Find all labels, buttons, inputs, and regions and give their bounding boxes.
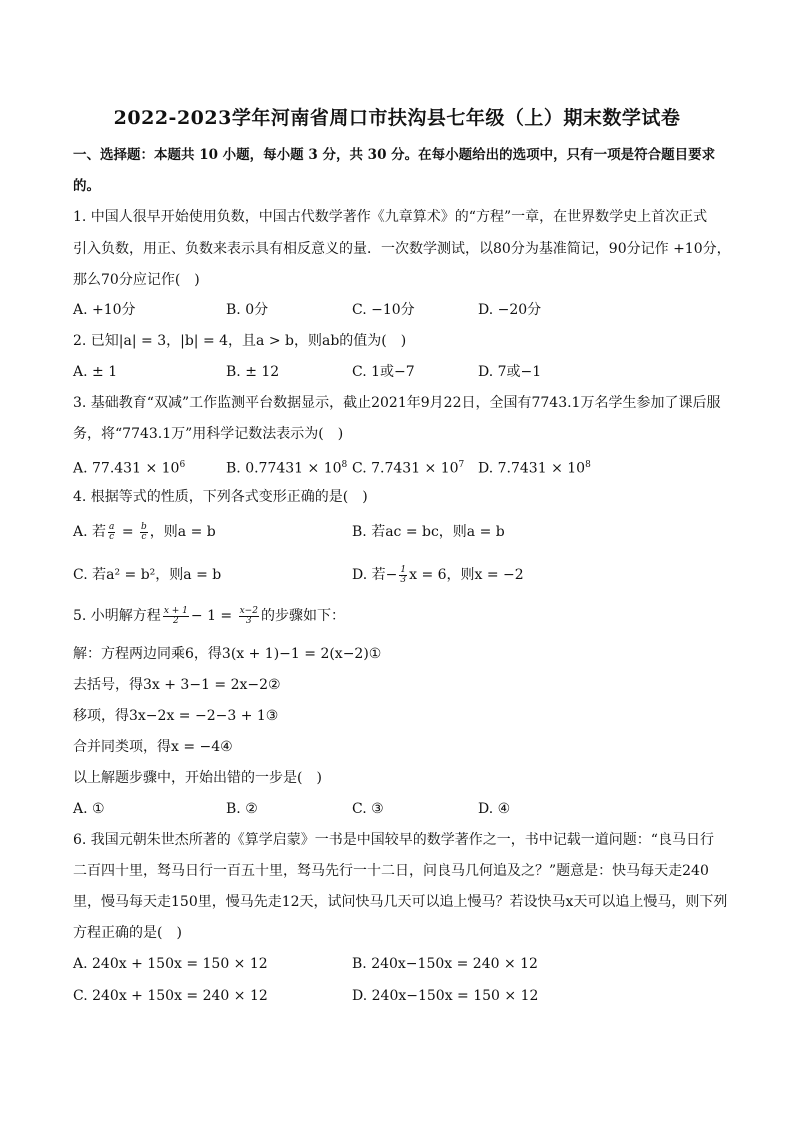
q3-text: 3. 基础教育“双减”工作监测平台数据显示，截止2021年9月22日，全国有7743.1万名学生参加了课后服 <box>73 395 721 411</box>
page-title: 2022-2023学年河南省周口市扶沟县七年级（上）期末数学试卷 <box>113 107 681 129</box>
q4-option-d: D. 若− $\frac{1}{3}$ x = 6，则x = −2 <box>352 564 524 585</box>
q4-text: 4. 根据等式的性质，下列各式变形正确的是( ) <box>73 489 368 505</box>
q6-text: 6. 我国元朝朱世杰所著的《算学启蒙》一书是中国较早的数学著作之一，书中记载一道问题：“良马日行 <box>73 832 714 848</box>
q2-option-d: D. 7或−1 <box>478 364 542 380</box>
q3-option-b: B. $0.77431 \times 10^8$ <box>226 460 348 477</box>
q6-option-b: B. 240x−150x = 240 × 12 <box>352 956 538 972</box>
q4-option-b: B. 若ac = bc，则a = b <box>352 524 505 540</box>
q5-question: 以上解题步骤中，开始出错的一步是( ) <box>73 770 322 786</box>
q6-option-d: D. 240x−150x = 150 × 12 <box>352 988 539 1004</box>
fraction: $\frac{x-2}{3}$ <box>239 605 258 626</box>
q2-option-c: C. 1或−7 <box>352 364 415 380</box>
q5-option-d: D. ④ <box>478 801 511 817</box>
q5-option-b: B. ② <box>226 801 258 817</box>
q5-text: 5. 小明解方程 $\frac{x + 1}{2}$ − 1 = $\frac{x-2}{3}$ 的步骤如下： <box>73 605 345 626</box>
q3-option-a: A. $77.431 \times 10^6$ <box>73 460 186 477</box>
q5-option-c: C. ③ <box>352 801 384 817</box>
q3-option-d: D. $7.7431 \times 10^8$ <box>478 460 591 477</box>
fraction: $\frac{1}{3}$ <box>400 564 407 585</box>
q5-step-3: 移项，得3x−2x = −2−3 + 1③ <box>73 708 279 724</box>
q2-text: 2. 已知|a| = 3，|b| = 4，且a > b，则ab的值为( ) <box>73 333 407 349</box>
q5-step-1: 解：方程两边同乘6，得3(x + 1)−1 = 2(x−2)① <box>73 646 382 662</box>
q1-option-b: B. 0分 <box>226 302 269 318</box>
q1-option-d: D. −20分 <box>478 302 542 318</box>
q2-option-b: B. ± 12 <box>226 364 280 380</box>
q6-text-3: 里，慢马每天走150里，慢马先走12天，试问快马几天可以追上慢马？若设快马x天可以追上慢马，则下列 <box>73 894 728 910</box>
q1-option-c: C. −10分 <box>352 302 415 318</box>
q4-option-a: A. 若 $\frac{a}{c}$ = $\frac{b}{c}$ ，则a = b <box>73 521 216 542</box>
fraction: $\frac{b}{c}$ <box>141 521 147 542</box>
q2-option-a: A. ± 1 <box>73 364 118 380</box>
fraction: $\frac{x + 1}{2}$ <box>163 605 188 626</box>
q1-option-a: A. +10分 <box>73 302 136 318</box>
q1-text-3: 那么70分应记作( ) <box>73 272 200 288</box>
q4-option-c: C. 若a² = b²，则a = b <box>73 567 222 583</box>
q3-text-2: 务，将“7743.1万”用科学记数法表示为( ) <box>73 426 344 442</box>
section-header-cont: 的。 <box>73 178 100 194</box>
q6-text-4: 方程正确的是( ) <box>73 925 182 941</box>
q1-text: 1. 中国人很早开始使用负数，中国古代数学著作《九章算术》的“方程”一章，在世界数学史上首次正式 <box>73 209 708 225</box>
q1-text-2: 引入负数，用正、负数来表示具有相反意义的量．一次数学测试，以80分为基准简记，90分记作 +10分， <box>73 241 731 257</box>
q6-text-2: 二百四十里，驽马日行一百五十里，驽马先行一十二日，问良马几何追及之？”题意是：快马每天走240 <box>73 863 709 879</box>
q5-step-2: 去括号，得3x + 3−1 = 2x−2② <box>73 677 281 693</box>
q5-option-a: A. ① <box>73 801 105 817</box>
q6-option-a: A. 240x + 150x = 150 × 12 <box>73 956 268 972</box>
section-header: 一、选择题：本题共 10 小题，每小题 3 分，共 30 分。在每小题给出的选项中，只有一项是符合题目要求 <box>73 147 716 163</box>
q5-step-4: 合并同类项，得x = −4④ <box>73 739 233 755</box>
q6-option-c: C. 240x + 150x = 240 × 12 <box>73 988 268 1004</box>
q3-option-c: C. $7.7431 \times 10^7$ <box>352 460 465 477</box>
fraction: $\frac{a}{c}$ <box>109 521 115 542</box>
